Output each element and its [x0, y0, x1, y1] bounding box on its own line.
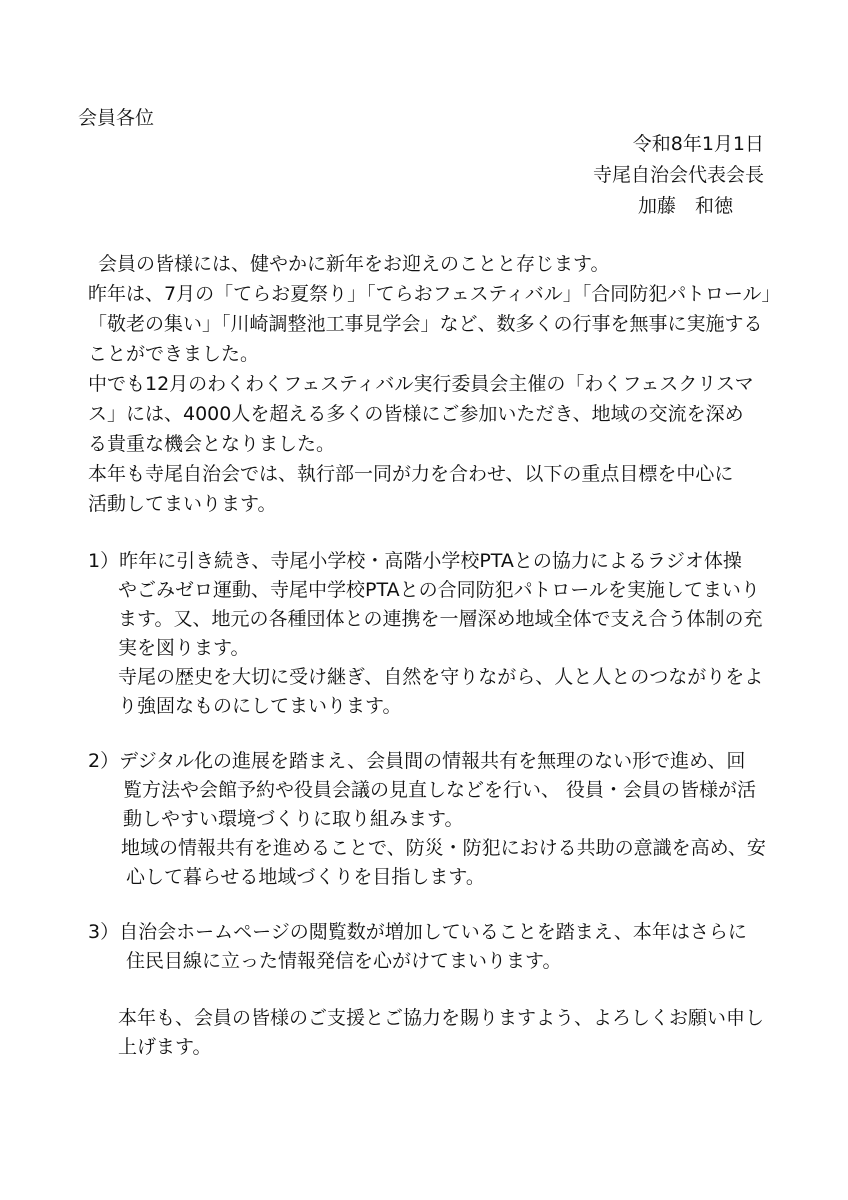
- goal-2-line: 2）デジタル化の進展を踏まえ、会員間の情報共有を無理のない形で進め、回: [88, 750, 746, 772]
- intro-line: ことができました。: [88, 343, 260, 365]
- goal-1-line: やごみゼロ運動、寺尾中学校PTAとの合同防犯パトロールを実施してまいり: [118, 579, 760, 601]
- goal-2-line: 動しやすい環境づくりに取り組みます。: [123, 808, 464, 830]
- closing-line: 本年も、会員の皆様のご支援とご協力を賜りますよう、よろしくお願い申し: [118, 1007, 765, 1029]
- closing-line: 上げます。: [118, 1036, 212, 1058]
- goal-1-line: り強固なものにしてまいります。: [118, 695, 402, 717]
- salutation: 会員各位: [78, 107, 155, 129]
- intro-line: 本年も寺尾自治会では、執行部一同が力を合わせ、以下の重点目標を中心に: [88, 463, 734, 485]
- goal-1-line: 1）昨年に引き続き、寺尾小学校・高階小学校PTAとの協力によるラジオ体操: [88, 550, 742, 572]
- intro-line: ス」には、4000人を超える多くの皆様にご参加いただき、地域の交流を深め: [88, 403, 744, 425]
- intro-line: 中でも12月のわくわくフェスティバル実行委員会主催の「わくフェスクリスマ: [88, 373, 754, 395]
- intro-line: る貴重な機会となりました。: [88, 433, 336, 455]
- goal-3-line: 3）自治会ホームページの閲覧数が増加していることを踏まえ、本年はさらに: [88, 921, 747, 943]
- goal-2-line: 心して暮らせる地域づくりを目指します。: [126, 866, 485, 888]
- intro-line: 昨年は、7月の「てらお夏祭り」「てらおフェスティバル」「合同防犯パトロール」: [88, 283, 781, 305]
- sender-organization: 寺尾自治会代表会長: [592, 164, 764, 186]
- goal-3-line: 住民目線に立った情報発信を心がけてまいります。: [126, 950, 562, 972]
- sender-name: 加藤 和徳: [638, 195, 734, 217]
- intro-line: 活動してまいります。: [88, 493, 277, 515]
- goal-1-line: ます。又、地元の各種団体との連携を一層深め地域全体で支え合う体制の充: [118, 608, 763, 630]
- goal-2-line: 地域の情報共有を進めることで、防災・防犯における共助の意識を高め、安: [121, 837, 766, 859]
- goal-2-line: 覧方法や会館予約や役員会議の見直しなどを行い、 役員・会員の皆様が活: [123, 779, 757, 801]
- letter-date: 令和8年1月1日: [632, 133, 764, 155]
- goal-1-line: 寺尾の歴史を大切に受け継ぎ、自然を守りながら、人と人とのつながりをよ: [118, 666, 764, 688]
- intro-line: 「敬老の集い」「川崎調整池工事見学会」など、数多くの行事を無事に実施する: [88, 313, 763, 335]
- intro-line: 会員の皆様には、健やかに新年をお迎えのことと存じます。: [98, 253, 610, 275]
- goal-1-line: 実を図ります。: [118, 637, 250, 659]
